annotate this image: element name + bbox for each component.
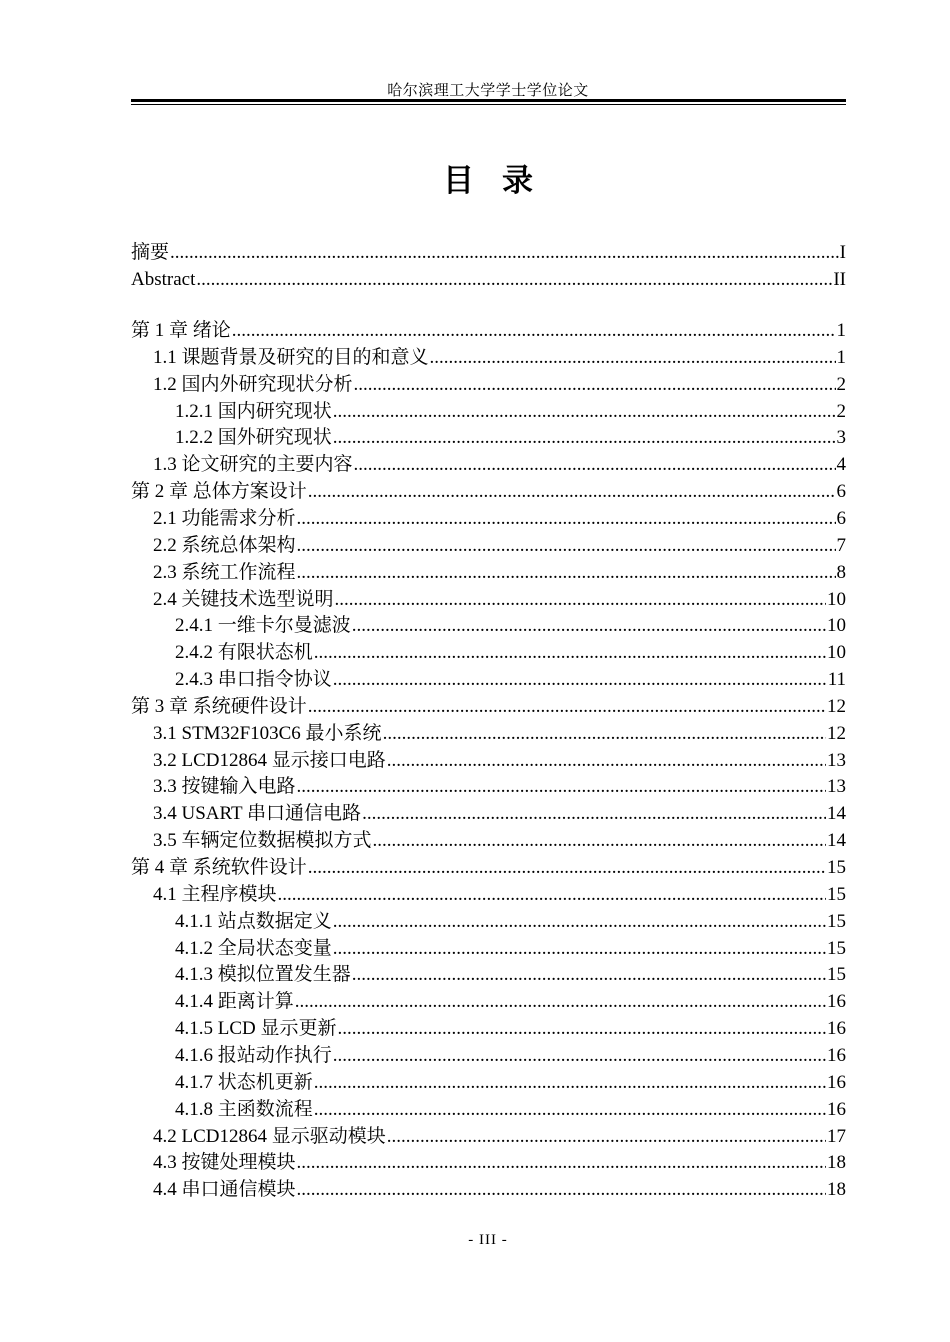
toc-entry-page: 16 bbox=[827, 991, 846, 1013]
toc-leader-dots bbox=[387, 1124, 826, 1150]
toc-leader-dots bbox=[297, 1150, 826, 1176]
toc-entry-label: 第 1 章 绪论 bbox=[131, 320, 231, 341]
toc-entry-label: 第 3 章 系统硬件设计 bbox=[131, 695, 307, 717]
toc-entry-label: 第 2 章 总体方案设计 bbox=[131, 481, 307, 503]
toc-subsection-entry[interactable] bbox=[175, 425, 846, 451]
toc-leader-dots bbox=[387, 748, 826, 774]
toc-leader-dots bbox=[333, 1043, 826, 1069]
toc-entry-label: 2.4 关键技术选型说明 bbox=[153, 588, 334, 610]
toc-entry-label: 4.1.3 模拟位置发生器 bbox=[175, 964, 351, 986]
toc-entry-label: 1.2.2 国外研究现状 bbox=[175, 427, 332, 449]
toc-entry-label: 4.1.7 状态机更新 bbox=[175, 1071, 313, 1093]
toc-subsection-entry[interactable] bbox=[175, 613, 846, 639]
toc-leader-dots bbox=[297, 774, 826, 800]
toc-section-entry[interactable] bbox=[153, 560, 846, 586]
toc-leader-dots bbox=[297, 506, 836, 532]
toc-section-entry[interactable] bbox=[153, 533, 846, 559]
toc-leader-dots bbox=[314, 1070, 826, 1096]
toc-leader-dots bbox=[354, 372, 836, 398]
toc-section-entry[interactable] bbox=[153, 721, 846, 747]
toc-entry-label: 3.1 STM32F103C6 最小系统 bbox=[153, 722, 382, 744]
toc-leader-dots bbox=[308, 694, 826, 720]
toc-entry-page: 2 bbox=[836, 400, 846, 422]
toc-entry-label: 4.2 LCD12864 显示驱动模块 bbox=[153, 1125, 386, 1147]
toc-chapter-entry[interactable] bbox=[131, 479, 846, 505]
toc-entry-label: 4.4 串口通信模块 bbox=[153, 1179, 296, 1201]
toc-section-entry[interactable] bbox=[153, 774, 846, 800]
page-number: - III - bbox=[468, 1232, 508, 1248]
toc-leader-dots bbox=[297, 560, 836, 586]
toc-entry-label: 3.2 LCD12864 显示接口电路 bbox=[153, 749, 386, 771]
toc-entry-page: II bbox=[833, 269, 846, 290]
toc-subsection-entry[interactable] bbox=[175, 1043, 846, 1069]
toc-entry-page: 12 bbox=[827, 722, 846, 744]
toc-leader-dots bbox=[352, 962, 826, 988]
toc-entry-page: 15 bbox=[827, 937, 846, 959]
toc-entry-label: 2.2 系统总体架构 bbox=[153, 534, 296, 556]
toc-chapter-entry[interactable] bbox=[131, 694, 846, 720]
toc-leader-dots bbox=[373, 828, 826, 854]
toc-entry-label: 4.1.4 距离计算 bbox=[175, 991, 294, 1013]
toc-section-entry[interactable] bbox=[153, 828, 846, 854]
toc-entry-label: 2.3 系统工作流程 bbox=[153, 561, 296, 583]
toc-subsection-entry[interactable] bbox=[175, 1070, 846, 1096]
toc-entry-label: 4.1.6 报站动作执行 bbox=[175, 1044, 332, 1066]
toc-section-entry[interactable] bbox=[153, 372, 846, 398]
toc-entry-page: 10 bbox=[827, 642, 846, 664]
toc-entry-page: 10 bbox=[827, 615, 846, 637]
toc-front-entry[interactable] bbox=[131, 267, 846, 293]
toc-leader-dots bbox=[333, 399, 836, 425]
toc-section-entry[interactable] bbox=[153, 452, 846, 478]
toc-section-entry[interactable] bbox=[153, 748, 846, 774]
toc-entry-page: 4 bbox=[836, 454, 846, 476]
toc-entry-label: 1.2 国内外研究现状分析 bbox=[153, 373, 353, 395]
toc-subsection-entry[interactable] bbox=[175, 989, 846, 1015]
toc-leader-dots bbox=[295, 989, 826, 1015]
toc-subsection-entry[interactable] bbox=[175, 1016, 846, 1042]
toc-section-entry[interactable] bbox=[153, 1124, 846, 1150]
toc-entry-page: I bbox=[839, 242, 846, 263]
toc-entry-label: 第 4 章 系统软件设计 bbox=[131, 857, 307, 878]
toc-entry-label: 2.4.3 串口指令协议 bbox=[175, 669, 332, 691]
toc-entry-page: 16 bbox=[827, 1071, 846, 1093]
toc-leader-dots bbox=[308, 479, 836, 505]
toc-subsection-entry[interactable] bbox=[175, 399, 846, 425]
toc-entry-label: 4.1 主程序模块 bbox=[153, 883, 277, 905]
toc-entry-page: 15 bbox=[827, 883, 846, 905]
toc-entry-page: 16 bbox=[827, 1098, 846, 1120]
toc-leader-dots bbox=[335, 587, 826, 613]
toc-leader-dots bbox=[278, 882, 826, 908]
toc-leader-dots bbox=[196, 267, 832, 293]
toc-entry-page: 15 bbox=[827, 964, 846, 986]
header-rule-thick bbox=[131, 99, 846, 102]
toc-section-entry[interactable] bbox=[153, 345, 846, 371]
toc-front-entry[interactable] bbox=[131, 240, 846, 266]
toc-subsection-entry[interactable] bbox=[175, 936, 846, 962]
toc-leader-dots bbox=[362, 801, 826, 827]
toc-entry-label: 摘要 bbox=[131, 242, 170, 263]
toc-leader-dots bbox=[314, 1097, 826, 1123]
toc-section-entry[interactable] bbox=[153, 1150, 846, 1176]
toc-leader-dots bbox=[338, 1016, 826, 1042]
toc-entry-label: 1.2.1 国内研究现状 bbox=[175, 400, 332, 422]
toc-entry-label: Abstract bbox=[131, 269, 196, 290]
toc-entry-label: 3.5 车辆定位数据模拟方式 bbox=[153, 830, 372, 852]
toc-entry-page: 1 bbox=[836, 346, 846, 368]
toc-entry-label: 4.1.1 站点数据定义 bbox=[175, 910, 332, 932]
toc-entry-page: 6 bbox=[836, 507, 846, 529]
toc-leader-dots bbox=[430, 345, 836, 371]
toc-entry-page: 6 bbox=[836, 481, 846, 503]
toc-entry-page: 17 bbox=[827, 1125, 846, 1147]
toc-leader-dots bbox=[308, 855, 826, 881]
toc-subsection-entry[interactable] bbox=[175, 909, 846, 935]
toc-entry-page: 16 bbox=[827, 1044, 846, 1066]
toc-section-entry[interactable] bbox=[153, 882, 846, 908]
toc-leader-dots bbox=[354, 452, 836, 478]
toc-entry-page: 1 bbox=[836, 320, 846, 341]
toc-section-entry[interactable] bbox=[153, 506, 846, 532]
toc-leader-dots bbox=[297, 1177, 826, 1203]
toc-entry-page: 13 bbox=[827, 749, 846, 771]
toc-leader-dots bbox=[333, 425, 836, 451]
toc-entry-page: 14 bbox=[827, 830, 846, 852]
header-rule-thin bbox=[131, 104, 846, 105]
toc-entry-page: 3 bbox=[836, 427, 846, 449]
toc-section-entry[interactable] bbox=[153, 1177, 846, 1203]
toc-entry-page: 12 bbox=[827, 695, 846, 717]
toc-leader-dots bbox=[297, 533, 836, 559]
toc-leader-dots bbox=[352, 613, 826, 639]
toc-entry-page: 10 bbox=[827, 588, 846, 610]
toc-subsection-entry[interactable] bbox=[175, 667, 846, 693]
toc-leader-dots bbox=[333, 936, 826, 962]
toc-chapter-entry[interactable] bbox=[131, 318, 846, 344]
toc-entry-label: 2.4.1 一维卡尔曼滤波 bbox=[175, 615, 351, 637]
toc-entry-page: 7 bbox=[836, 534, 846, 556]
toc-entry-page: 16 bbox=[827, 1018, 846, 1040]
toc-subsection-entry[interactable] bbox=[175, 962, 846, 988]
toc-section-entry[interactable] bbox=[153, 587, 846, 613]
toc-entry-label: 4.1.5 LCD 显示更新 bbox=[175, 1018, 337, 1040]
toc-entry-label: 1.3 论文研究的主要内容 bbox=[153, 454, 353, 476]
toc-section-entry[interactable] bbox=[153, 801, 846, 827]
toc-chapter-entry[interactable] bbox=[131, 855, 846, 881]
toc-leader-dots bbox=[232, 318, 836, 344]
toc-entry-page: 15 bbox=[827, 857, 846, 878]
toc-entry-page: 11 bbox=[827, 669, 846, 691]
toc-entry-label: 3.4 USART 串口通信电路 bbox=[153, 803, 362, 825]
toc-entry-page: 14 bbox=[827, 803, 846, 825]
toc-leader-dots bbox=[333, 667, 827, 693]
toc-entry-page: 2 bbox=[836, 373, 846, 395]
toc-entry-page: 18 bbox=[827, 1179, 846, 1201]
toc-leader-dots bbox=[333, 909, 826, 935]
toc-subsection-entry[interactable] bbox=[175, 1097, 846, 1123]
toc-entry-page: 18 bbox=[827, 1152, 846, 1174]
toc-entry-label: 4.3 按键处理模块 bbox=[153, 1152, 296, 1174]
toc-leader-dots bbox=[170, 240, 839, 266]
toc-entry-label: 1.1 课题背景及研究的目的和意义 bbox=[153, 346, 429, 368]
toc-leader-dots bbox=[383, 721, 826, 747]
toc-entry-label: 2.1 功能需求分析 bbox=[153, 507, 296, 529]
toc-entry-label: 4.1.2 全局状态变量 bbox=[175, 937, 332, 959]
toc-entry-label: 2.4.2 有限状态机 bbox=[175, 642, 313, 664]
toc-subsection-entry[interactable] bbox=[175, 640, 846, 666]
running-header: 哈尔滨理工大学学士学位论文 bbox=[387, 83, 589, 99]
toc-entry-page: 15 bbox=[827, 910, 846, 932]
toc-entry-label: 3.3 按键输入电路 bbox=[153, 776, 296, 798]
page-title: 目录 bbox=[443, 163, 561, 199]
toc-entry-page: 13 bbox=[827, 776, 846, 798]
toc-entry-label: 4.1.8 主函数流程 bbox=[175, 1098, 313, 1120]
toc-entry-page: 8 bbox=[836, 561, 846, 583]
toc-leader-dots bbox=[314, 640, 826, 666]
